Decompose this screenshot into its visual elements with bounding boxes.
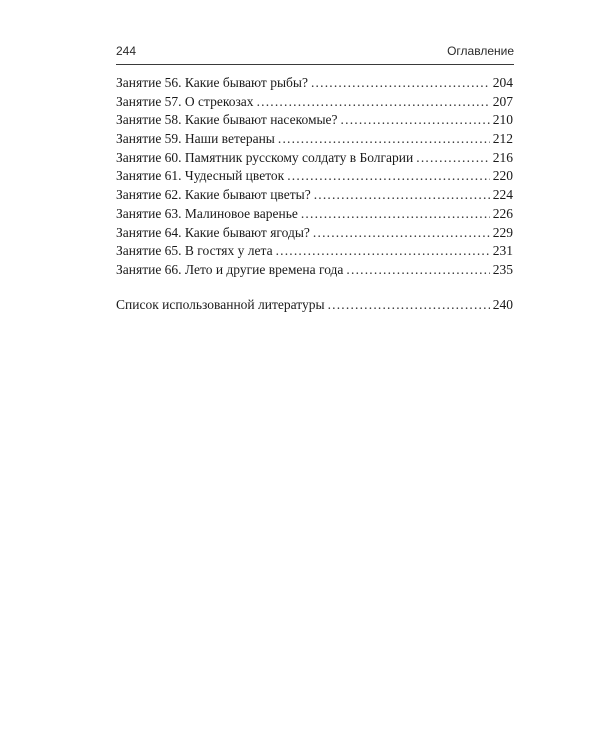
dot-leader	[346, 261, 489, 280]
toc-entry-page: 235	[492, 261, 513, 277]
toc-entry-page: 207	[492, 93, 513, 109]
toc-entry-title: Занятие 60. Памятник русскому солдату в Болгарии	[116, 149, 414, 165]
toc-entry-63	[116, 205, 513, 224]
toc-entry-title: Занятие 59. Наши ветераны	[116, 131, 275, 147]
dot-leader	[314, 186, 490, 205]
toc-entry-title: Занятие 65. В гостях у лета	[116, 243, 273, 259]
running-header	[116, 44, 514, 62]
dot-leader	[276, 242, 490, 261]
toc-entry-page: 229	[492, 224, 513, 240]
dot-leader	[301, 205, 490, 224]
toc-entry-title: Занятие 56. Какие бывают рыбы?	[116, 75, 308, 90]
toc-entry-page: 240	[492, 296, 513, 312]
toc-entry-62	[116, 186, 513, 205]
toc-entry-page: 212	[492, 131, 513, 147]
toc-entry-bibliography	[116, 296, 513, 315]
toc-entry-60	[116, 149, 513, 168]
dot-leader	[328, 296, 490, 315]
toc-entry-page: 204	[492, 75, 513, 90]
dot-leader	[313, 224, 490, 243]
table-of-contents	[116, 74, 513, 314]
toc-entry-title: Занятие 57. О стрекозах	[116, 93, 254, 109]
toc-entry-page: 226	[492, 205, 513, 221]
toc-entry-56	[116, 74, 513, 93]
toc-entry-65	[116, 242, 513, 261]
toc-entry-title: Занятие 63. Малиновое варенье	[116, 205, 298, 221]
toc-entry-page: 220	[492, 168, 513, 184]
toc-entry-58	[116, 111, 513, 130]
toc-entry-page: 216	[492, 149, 513, 165]
dot-leader	[416, 149, 490, 168]
dot-leader	[257, 93, 490, 112]
header-rule	[116, 64, 514, 65]
toc-entry-57	[116, 93, 513, 112]
section-title: Оглавление	[447, 44, 514, 58]
toc-entry-page: 210	[492, 112, 513, 128]
dot-leader	[287, 167, 490, 186]
toc-entry-title: Список использованной литературы	[116, 296, 325, 312]
toc-entry-59	[116, 130, 513, 149]
toc-entry-page: 231	[492, 243, 513, 259]
toc-entry-61	[116, 167, 513, 186]
dot-leader	[341, 111, 490, 130]
toc-entry-title: Занятие 58. Какие бывают насекомые?	[116, 112, 338, 128]
toc-entry-66	[116, 261, 513, 280]
dot-leader	[311, 74, 490, 93]
dot-leader	[278, 130, 490, 149]
toc-entry-title: Занятие 64. Какие бывают ягоды?	[116, 224, 310, 240]
section-spacer	[116, 280, 513, 296]
toc-entry-title: Занятие 66. Лето и другие времена года	[116, 261, 344, 277]
toc-entry-64	[116, 224, 513, 243]
toc-entry-title: Занятие 62. Какие бывают цветы?	[116, 187, 311, 203]
toc-entry-title: Занятие 61. Чудесный цветок	[116, 168, 285, 184]
toc-entry-page: 224	[492, 187, 513, 203]
page-number: 244	[116, 44, 137, 58]
